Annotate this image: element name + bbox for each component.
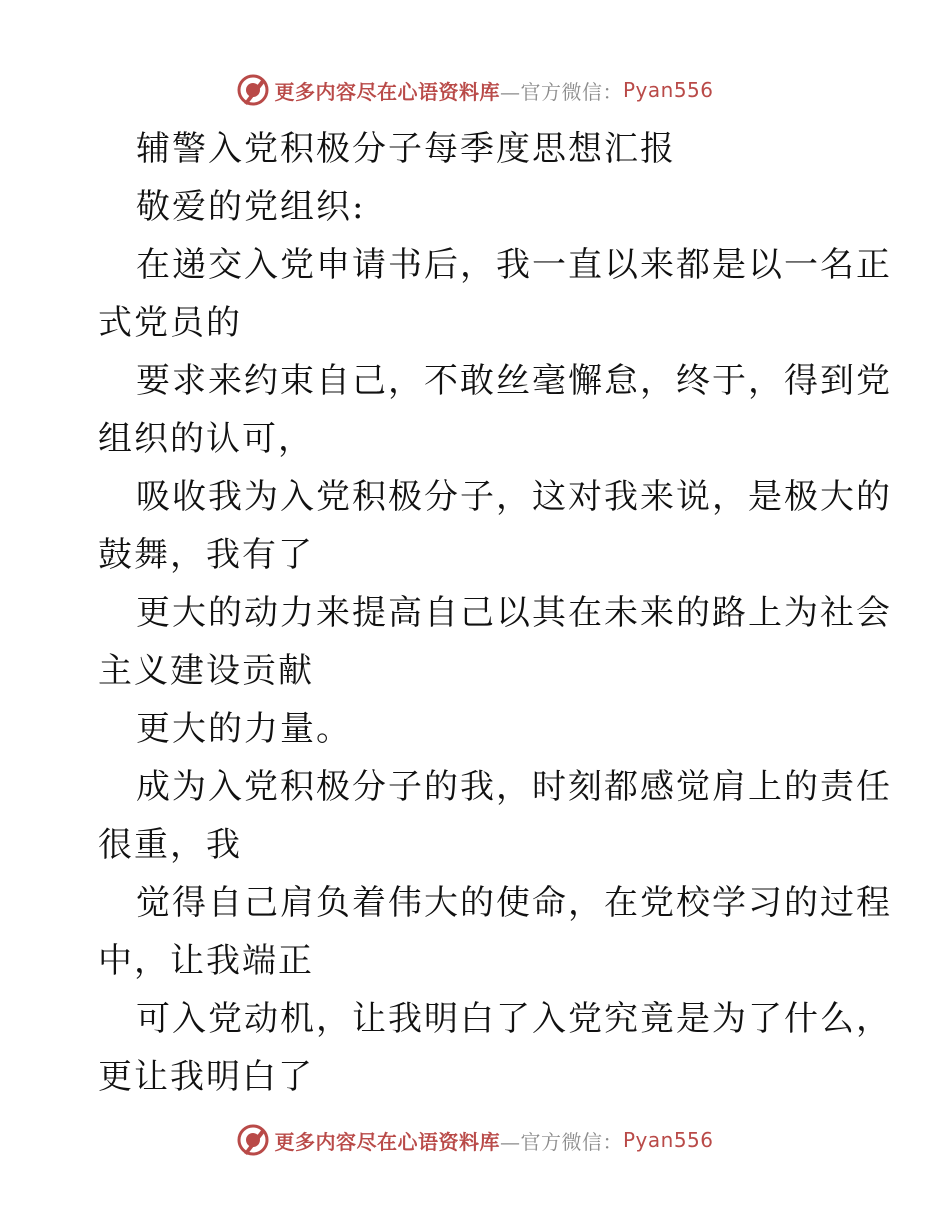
banner-official-label: —官方微信： [499,79,623,104]
header-watermark-banner [0,70,950,110]
banner-brand-text: 更多内容尽在心语资料库 [274,1129,500,1154]
text-line: 式党员的 [98,303,242,343]
text-line: 更让我明白了 [98,1057,314,1097]
banner-official-label: —官方微信： [499,1129,623,1154]
text-line: 鼓舞，我有了 [98,535,314,575]
footer-watermark-banner [0,1120,950,1160]
quill-seal-icon [236,1123,270,1157]
text-line: 更大的动力来提高自己以其在未来的路上为社会 [136,593,892,633]
text-line: 更大的力量。 [136,709,352,749]
text-line: 要求来约束自己，不敢丝毫懈怠，终于，得到党 [136,361,892,401]
quill-seal-icon [236,73,270,107]
text-line: 组织的认可， [98,419,314,459]
text-line: 可入党动机，让我明白了入党究竟是为了什么， [136,999,892,1039]
text-line: 成为入党积极分子的我，时刻都感觉肩上的责任 [136,767,892,807]
text-line: 觉得自己肩负着伟大的使命，在党校学习的过程 [136,883,892,923]
banner-wechat-id: Pyan556 [622,78,714,102]
salutation: 敬爱的党组织: [136,187,366,227]
text-line: 在递交入党申请书后，我一直以来都是以一名正 [136,245,892,285]
text-line: 中，让我端正 [98,941,314,981]
banner-wechat-id: Pyan556 [622,1128,714,1152]
banner-brand-text: 更多内容尽在心语资料库 [274,79,500,104]
document-body [98,120,892,1106]
document-title: 辅警入党积极分子每季度思想汇报 [136,129,676,169]
text-line: 主义建设贡献 [98,651,314,691]
text-line: 吸收我为入党积极分子，这对我来说，是极大的 [136,477,892,517]
text-line: 很重，我 [98,825,242,865]
